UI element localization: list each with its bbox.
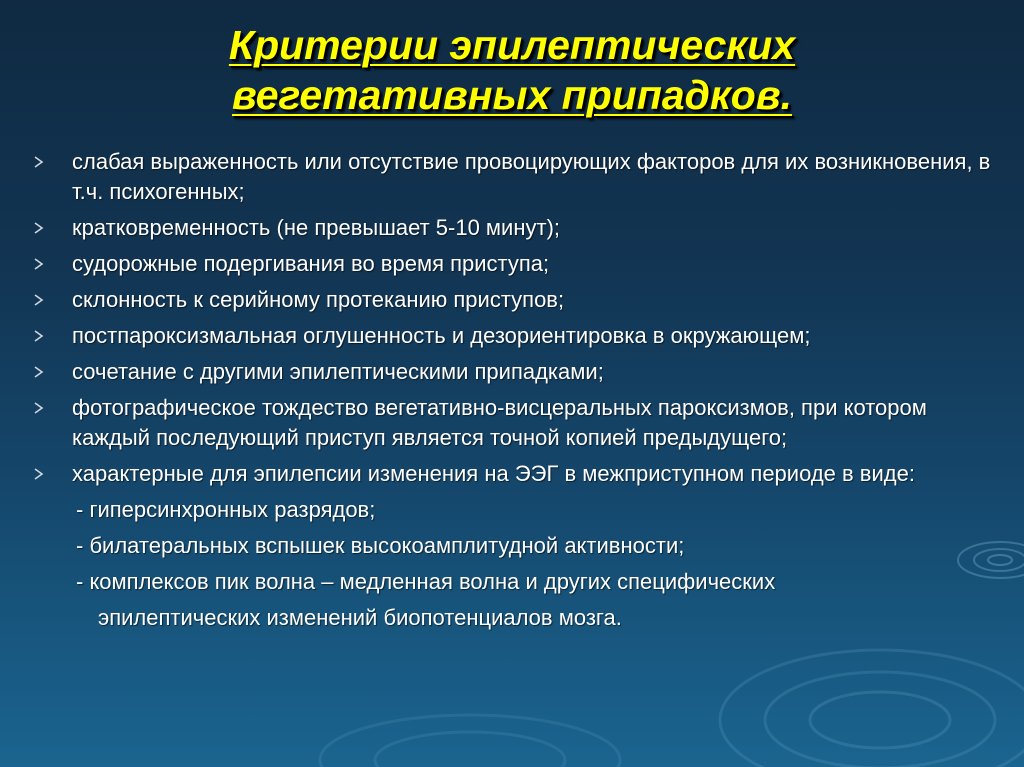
chevron-right-icon (32, 321, 48, 351)
list-item (32, 213, 1002, 243)
criteria-list (32, 147, 1002, 639)
chevron-right-icon (32, 285, 48, 315)
chevron-right-icon (32, 213, 48, 243)
list-item-text: судорожные подергивания во время приступа; (72, 251, 550, 276)
list-item-text: слабая выраженность или отсутствие провоцирующих факторов для их возникновения, в т.ч. психогенных; (72, 149, 991, 204)
list-item (32, 249, 1002, 279)
list-item (32, 393, 1002, 453)
slide-title-line-2: вегетативных припадков. (231, 72, 792, 118)
list-item (32, 357, 1002, 387)
slide-title (0, 20, 1024, 120)
list-item (32, 285, 1002, 315)
list-item-text: сочетание с другими эпилептическими припадками; (72, 359, 604, 384)
list-item-text: фотографическое тождество вегетативно-висцеральных пароксизмов, при котором каждый последующий приступ является точной копией предыдущего; (72, 395, 927, 450)
list-item-text: характерные для эпилепсии изменения на ЭЭГ в межприступном периоде в виде: (72, 461, 915, 486)
sub-list-item: - комплексов пик волна – медленная волна и других специфических (76, 569, 776, 594)
list-item-text: постпароксизмальная оглушенность и дезориентировка в окружающем; (72, 323, 811, 348)
list-item (32, 459, 1002, 489)
chevron-right-icon (32, 459, 48, 489)
sub-list-item-continuation: эпилептических изменений биопотенциалов мозга. (98, 605, 622, 630)
sub-list-item: - билатеральных вспышек высокоамплитудной активности; (76, 533, 685, 558)
sub-list-item: - гиперсинхронных разрядов; (76, 497, 376, 522)
list-item (32, 147, 1002, 207)
chevron-right-icon (32, 249, 48, 279)
list-item-text: кратковременность (не превышает 5-10 минут); (72, 215, 561, 240)
chevron-right-icon (32, 393, 48, 423)
list-item (32, 321, 1002, 351)
slide-title-line-1: Критерии эпилептических (228, 22, 796, 68)
list-item-text: склонность к серийному протеканию приступов; (72, 287, 565, 312)
chevron-right-icon (32, 147, 48, 177)
chevron-right-icon (32, 357, 48, 387)
